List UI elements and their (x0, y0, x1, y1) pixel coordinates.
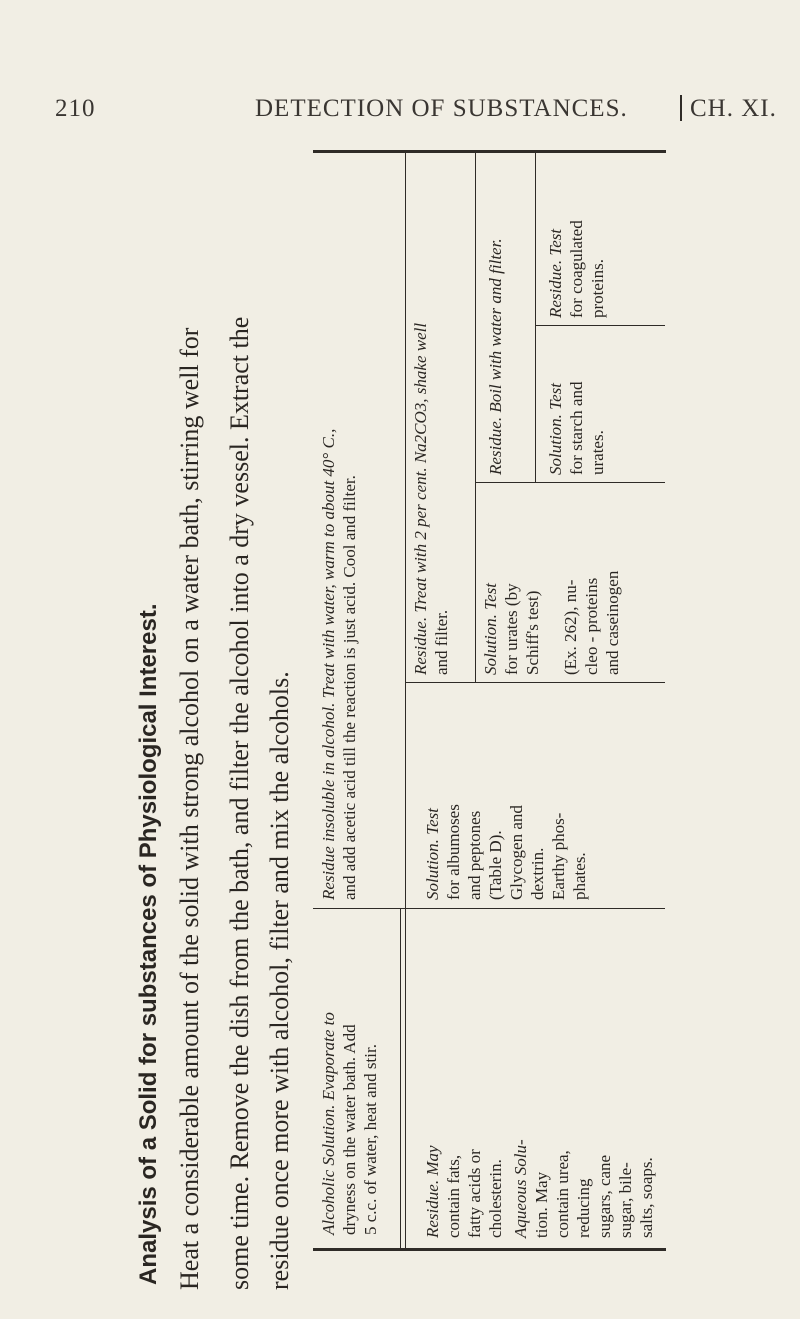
alcohol-residue-cell (422, 1145, 506, 1238)
alc-residue-4: cholesterin. (486, 1159, 505, 1238)
starch-3: urates. (588, 430, 607, 475)
coagulated-3: proteins. (588, 258, 607, 318)
intro-line-1: Heat a considerable amount of the solid with strong alcohol on a water bath, stirring well for (175, 327, 204, 1290)
aqueous-1: Aqueous Solu- (511, 1139, 530, 1238)
page-title: Analysis of a Solid for substances of Physiological Interest. (135, 603, 162, 1285)
aqueous-2: tion. May (532, 1171, 551, 1238)
alcoholic-solution-line-3: 5 c.c. of water, heat and stir. (361, 1044, 380, 1235)
residue-boil-cell (485, 238, 506, 475)
header-bracket (680, 95, 682, 121)
albumoses-7: Earthy phos- (549, 812, 568, 900)
aqueous-4: reducing (574, 1178, 593, 1238)
albumoses-3: and peptones (465, 810, 484, 900)
albumoses-8: phates. (570, 852, 589, 900)
starch-1: Solution. Test (546, 383, 565, 475)
albumoses-6: dextrin. (528, 847, 547, 900)
intro-line-2: some time. Remove the dish from the bath, and filter the alcohol into a dry vessel. Extract the (225, 316, 254, 1290)
starch-2: for starch and (567, 381, 586, 475)
urates-6: and caseinogen (603, 570, 622, 675)
residue-insoluble-cell (318, 429, 360, 900)
residue-na2co3-cell (410, 323, 452, 675)
residue-boil-line: Residue. Boil with water and filter. (486, 238, 505, 475)
aqueous-6: sugar, bile- (616, 1162, 635, 1238)
aqueous-3: contain urea, (553, 1150, 572, 1238)
albumoses-5: Glycogen and (507, 805, 526, 900)
running-title: DETECTION OF SUBSTANCES. (255, 95, 628, 122)
albumoses-4: (Table D). (486, 830, 505, 900)
alc-residue-3: fatty acids or (465, 1149, 484, 1238)
solution-urates-cell (480, 583, 543, 675)
aqueous-7: salts, soaps. (637, 1157, 656, 1238)
aqueous-5: sugars, cane (595, 1154, 614, 1238)
chapter-label: CH. XI. (690, 95, 777, 122)
coagulated-2: for coagulated (567, 220, 586, 318)
residue-coagulated-cell (545, 220, 608, 318)
urates-4: (Ex. 262), nu- (561, 579, 580, 675)
aqueous-solution-cell (510, 1139, 657, 1238)
intro-line-3: residue once more with alcohol, filter and mix the alcohols. (265, 671, 294, 1290)
residue-insoluble-line-2: and add acetic acid till the reaction is just acid. Cool and filter. (340, 475, 359, 900)
alc-residue-1: Residue. May (423, 1145, 442, 1238)
page-number: 210 (55, 95, 96, 122)
and-filter-line: and filter. (432, 609, 451, 675)
alcoholic-solution-cell (318, 1012, 381, 1235)
urates-2: for urates (by (502, 583, 521, 675)
residue-insoluble-line-1: Residue insoluble in alcohol. Treat with water, warm to about 40° C., (319, 428, 338, 900)
albumoses-2: for albumoses (444, 804, 463, 900)
alc-residue-2: contain fats, (444, 1154, 463, 1238)
coagulated-1: Residue. Test (546, 228, 565, 318)
residue-na2co3-line: Residue. Treat with 2 per cent. Na2CO3, shake well (411, 322, 430, 675)
solution-albumoses-cell (422, 804, 590, 900)
solution-starch-cell (545, 382, 608, 475)
urates-1: Solution. Test (481, 583, 500, 675)
alcoholic-solution-line-1: Alcoholic Solution. Evaporate to (319, 1012, 338, 1235)
urates-5: cleo - proteins (582, 577, 601, 675)
albumoses-1: Solution. Test (423, 808, 442, 900)
urates-3: Schiff's test) (523, 590, 542, 675)
solution-urates-cell-b (560, 571, 623, 675)
alcoholic-solution-line-2: dryness on the water bath. Add (340, 1024, 359, 1235)
